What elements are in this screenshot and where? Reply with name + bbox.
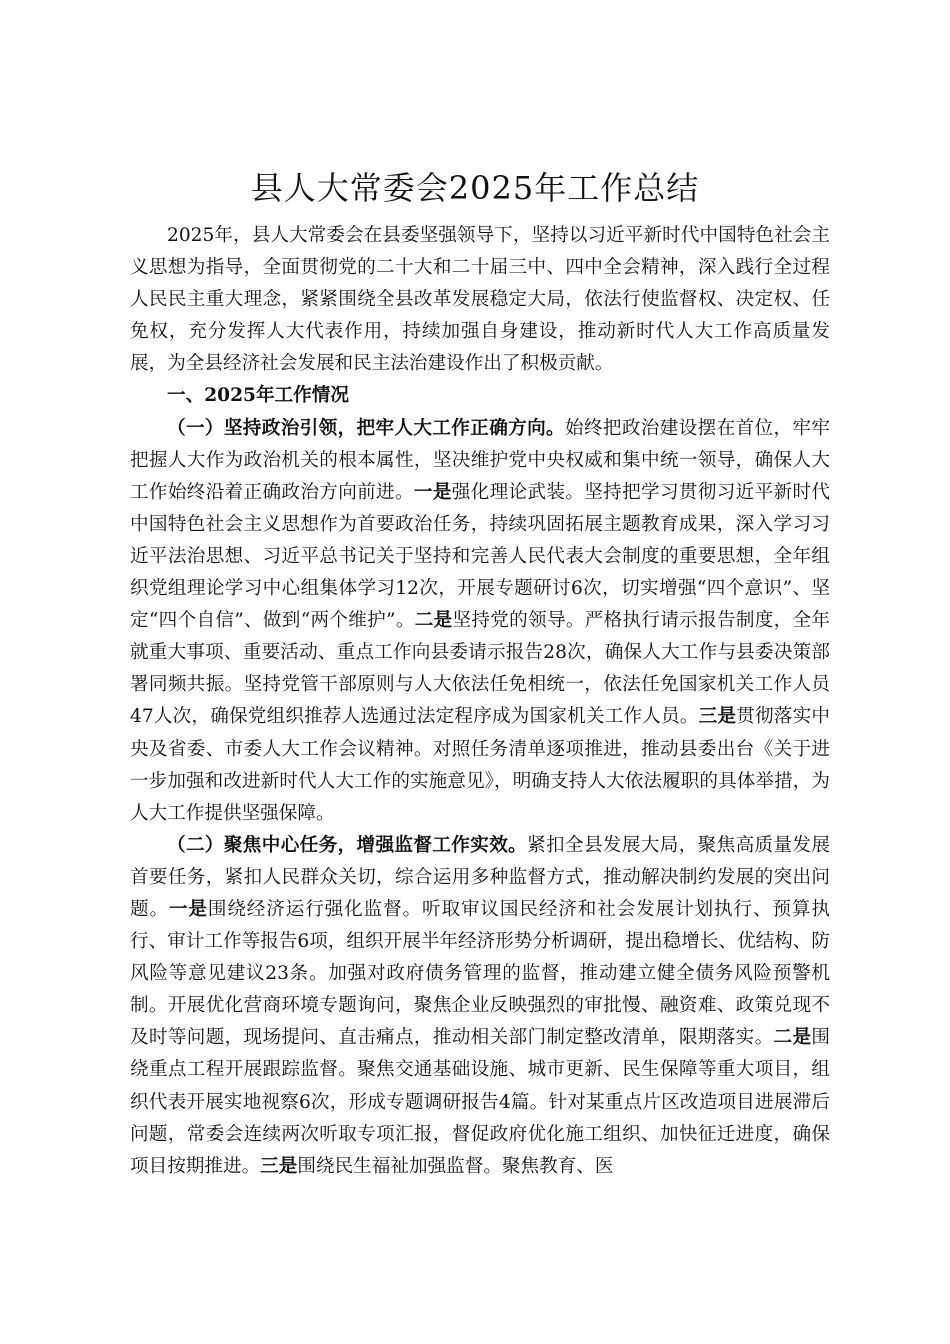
document-body	[130, 220, 830, 1183]
part-2-keyword-1: 一是	[168, 898, 208, 920]
paragraph-part-2	[130, 830, 830, 1183]
part-1-text: 贯彻落实中央及省委、市委人大工作会议精神。对照任务清单逐项推进，推动县委出台《关于进一步加强和改进新时代人大工作的实施意见》，明确支持人大依法履职的具体举措，为人大工作提供坚强保障。	[130, 706, 830, 824]
part-1-text: 始终把政治建设摆在首位，牢牢把握人大作为政治机关的根本属性，坚决维护党中央权威和集中统一领导，确保人大工作始终沿着正确政治方向前进。	[130, 417, 830, 503]
part-2-keyword-3: 三是	[260, 1155, 298, 1177]
section-heading: 一、2025年工作情况	[167, 385, 349, 407]
part-1-keyword-2: 二是	[414, 610, 453, 632]
part-2-keyword-2: 二是	[773, 1027, 812, 1049]
document-title: 县人大常委会2025年工作总结	[250, 169, 700, 207]
part-1-lead: （一）坚持政治引领，把牢人大工作正确方向。	[167, 417, 565, 439]
part-1-keyword-1: 一是	[413, 481, 452, 503]
part-2-text: 围绕经济运行强化监督。听取审议国民经济和社会发展计划执行、预算执行、审计工作等报告6项，组织开展半年经济形势分析调研，提出稳增长、优结构、防风险等意见建议23条。加强对政府债务管理的监督，推动建立健全债务风险预警机制。开展优化营商环境专题询问，聚焦企业反映强烈的审批慢、融资难、政策兑现不及时等问题，现场提问、直击痛点，推动相关部门制定整改清单，限期落实。	[130, 898, 830, 1049]
paragraph-part-1	[130, 413, 830, 830]
part-1-text: 强化理论武装。坚持把学习贯彻习近平新时代中国特色社会主义思想作为首要政治任务，持续巩固拓展主题教育成果，深入学习习近平法治思想、习近平总书记关于坚持和完善人民代表大会制度的重要思想，全年组织党组理论学习中心组集体学习12次，开展专题研讨6次，切实增强“四个意识”、坚定“四个自信”、做到“两个维护”。	[130, 481, 830, 632]
part-2-text: 围绕重点工程开展跟踪监督。聚焦交通基础设施、城市更新、民生保障等重大项目，组织代表开展实地视察6次，形成专题调研报告4篇。针对某重点片区改造项目进展滞后问题，常委会连续两次听取专项汇报，督促政府优化施工组织、加快征迁进度，确保项目按期推进。	[130, 1027, 830, 1177]
intro-paragraph: 2025年，县人大常委会在县委坚强领导下，坚持以习近平新时代中国特色社会主义思想为指导，全面贯彻党的二十大和二十届三中、四中全会精神，深入践行全过程人民民主重大理念，紧紧围绕全县改革发展稳定大局，依法行使监督权、决定权、任免权，充分发挥人大代表作用，持续加强自身建设，推动新时代人大工作高质量发展，为全县经济社会发展和民主法治建设作出了积极贡献。	[130, 225, 830, 375]
part-2-text: 紧扣全县发展大局，聚焦高质量发展首要任务，紧扣人民群众关切，综合运用多种监督方式，推动解决制约发展的突出问题。	[130, 834, 830, 920]
part-2-text: 围绕民生福祉加强监督。聚焦教育、医	[297, 1155, 614, 1177]
part-1-text: 坚持党的领导。严格执行请示报告制度，全年就重大事项、重要活动、重点工作向县委请示报告28次，确保人大工作与县委决策部署同频共振。坚持党管干部原则与人大依法任免相统一，依法任免国家机关工作人员47人次，确保党组织推荐人选通过法定程序成为国家机关工作人员。	[130, 610, 830, 728]
part-2-lead: （二）聚焦中心任务，增强监督工作实效。	[167, 834, 528, 856]
part-1-keyword-3: 三是	[698, 706, 737, 728]
